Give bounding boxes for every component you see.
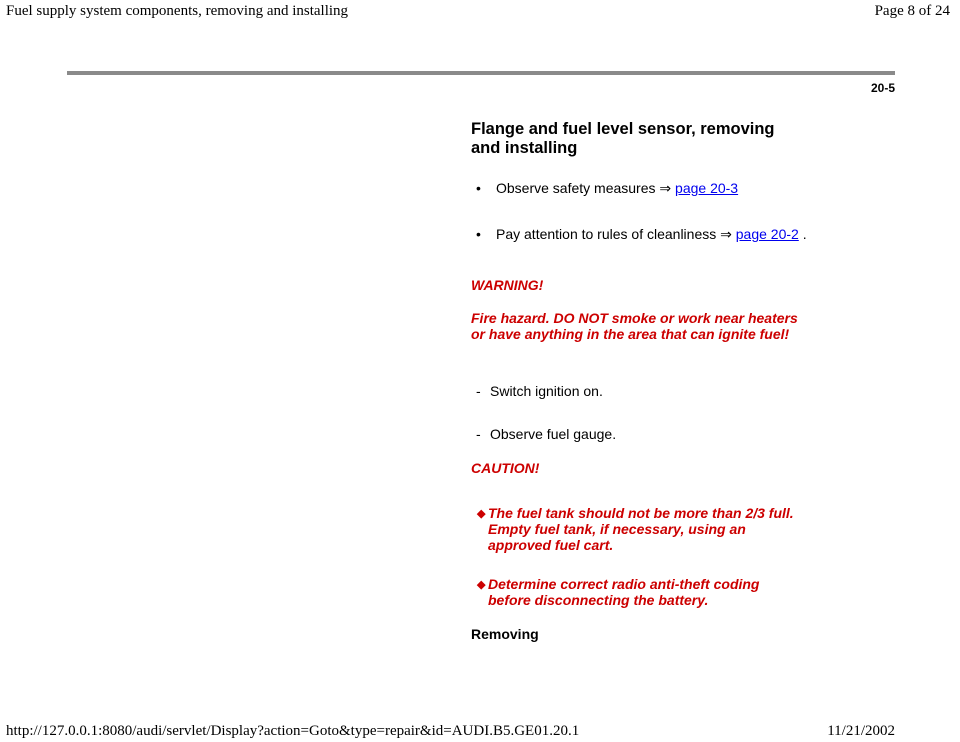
bullet-icon: • — [476, 226, 481, 242]
step-dash: - — [476, 426, 481, 442]
page-indicator: Page 8 of 24 — [874, 3, 950, 19]
section-title: Flange and fuel level sensor, removing and installing — [471, 120, 775, 157]
bullet-suffix: . — [798, 226, 807, 242]
caution-text: The fuel tank should not be more than 2/3 full. Empty fuel tank, if necessary, using an approved fuel cart. — [488, 505, 794, 553]
bullet-item — [476, 226, 807, 242]
document-title: Fuel supply system components, removing and installing — [6, 3, 349, 19]
step-text: Switch ignition on. — [490, 383, 603, 399]
header-rule — [67, 71, 895, 75]
bullet-text: Pay attention to rules of cleanliness ⇒ — [496, 226, 736, 242]
removing-heading: Removing — [471, 626, 539, 642]
step-text: Observe fuel gauge. — [490, 426, 617, 442]
diamond-bullet-icon: ◆ — [477, 508, 486, 520]
page-link[interactable]: page 20-2 — [735, 226, 799, 242]
step-item — [476, 383, 603, 399]
caution-heading: CAUTION! — [471, 460, 540, 476]
footer-date: 11/21/2002 — [827, 723, 895, 739]
warning-text: Fire hazard. DO NOT smoke or work near heaters or have anything in the area that can ignite fuel! — [471, 310, 798, 342]
step-dash: - — [476, 383, 481, 399]
step-item — [476, 426, 616, 442]
page-link[interactable]: page 20-3 — [675, 180, 739, 196]
footer-url: http://127.0.0.1:8080/audi/servlet/Display?action=Goto&type=repair&id=AUDI.B5.GE01.20.1 — [6, 723, 580, 739]
bullet-text: Observe safety measures ⇒ — [496, 180, 676, 196]
page-number: 20-5 — [870, 81, 895, 95]
warning-heading: WARNING! — [471, 277, 544, 293]
bullet-icon: • — [476, 180, 481, 196]
diamond-bullet-icon: ◆ — [477, 579, 486, 591]
bullet-item — [476, 180, 739, 196]
caution-text: Determine correct radio anti-theft coding before disconnecting the battery. — [488, 576, 760, 608]
